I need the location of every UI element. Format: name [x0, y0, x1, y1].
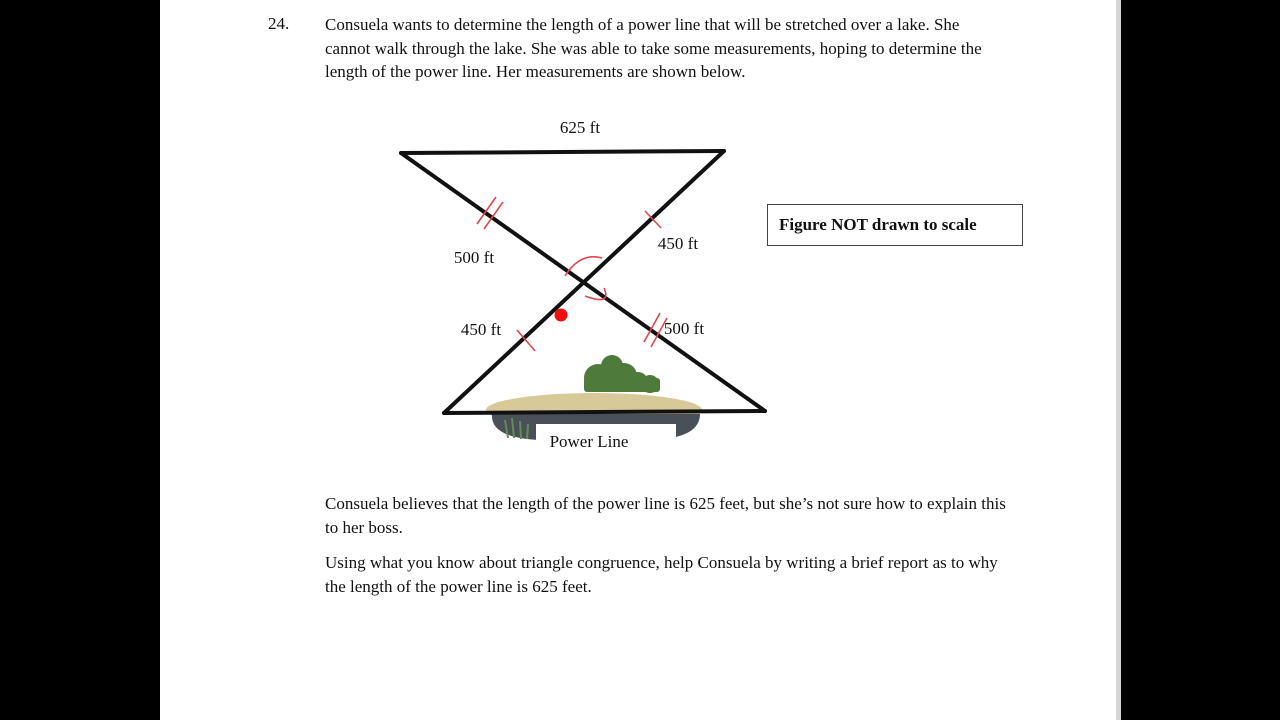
upper-left-length-label: 500 ft: [453, 248, 495, 267]
lower-left-length-label: 450 ft: [460, 320, 502, 339]
power-line-label: Power Line: [549, 432, 629, 451]
body-paragraph-1: Consuela believes that the length of the power line is 625 feet, but she’s not sure how to explain this to her boss.: [325, 494, 1006, 537]
upper-right-length-label: 450 ft: [657, 234, 699, 253]
question-prompt: Consuela wants to determine the length of a power line that will be stretched over a lake. She cannot walk through the lake. She was able to take some measurements, hoping to determine the length of the power line. Her measurements are shown below.: [325, 15, 982, 81]
red-pointer-dot: [555, 309, 568, 322]
triangle-lines: [401, 151, 765, 413]
top-length-label: 625 ft: [559, 118, 601, 137]
bush: [584, 355, 660, 393]
diagonal-right-to-left: [444, 151, 724, 413]
question-number: 24.: [268, 14, 290, 33]
top-segment: [401, 151, 724, 153]
scale-note-text: Figure NOT drawn to scale: [779, 215, 977, 234]
document-page: [160, 0, 1116, 720]
page-edge-shadow: [1116, 0, 1121, 720]
scale-note-box: [767, 204, 1023, 246]
lower-right-length-label: 500 ft: [663, 319, 705, 338]
body-paragraph-2: Using what you know about triangle congruence, help Consuela by writing a brief report as to why the length of the power line is 625 feet.: [325, 553, 998, 596]
power-line-segment: [444, 411, 765, 413]
